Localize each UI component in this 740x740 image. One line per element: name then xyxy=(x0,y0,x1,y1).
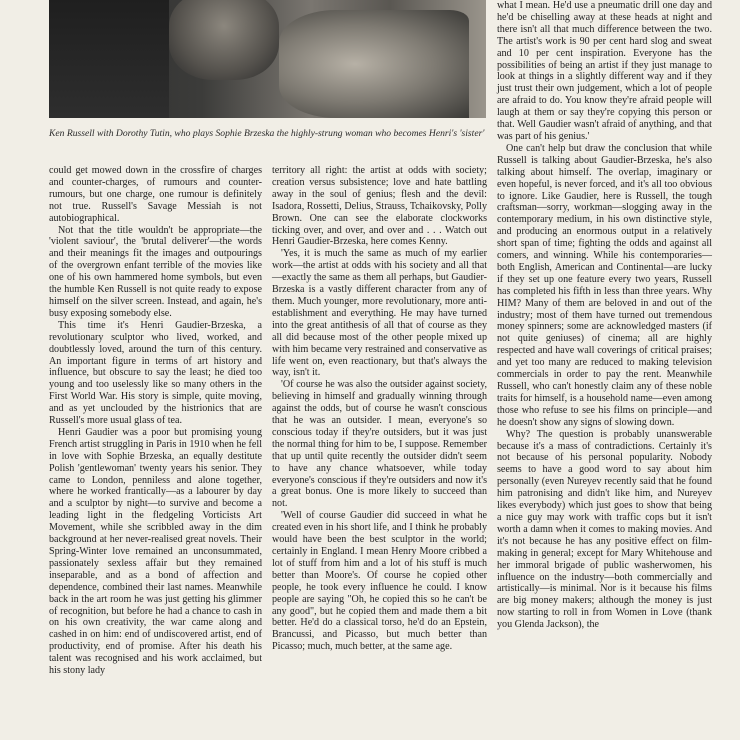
paragraph: One can't help but draw the conclusion that while Russell is talking about Gaudier-Brzeska, he's also talking about himself. The overlap, imaginary or even hopeful, is never forced, and it's all too obvious to ignore. Like Gaudier, here is Russell, the tough craftsman—sorry, workman—slogging away in the contemporary medium, in his own distinctive style, and producing an enormous output in a relatively short span of time; fighting the odds and against all comers, and winning. While his contemporaries—both English, American and Continental—are lucky if they set up one feature every two years, Russell has completed his fifth in less than three years. Why HIM? Many of them are beloved in and out of the industry; most of them have turned out tremendous money spinners; some are acknowledged masters (if not quite geniuses) of cinema; all are highly respected and have wall coverings of critical praises; and yet too many are reduced to making television commercials in order to pay the rent. Meanwhile Russell, who can't honestly claim any of these noble traits for himself, is a household name—even among those who refuse to see his films on principle—and he doesn't show any signs of slowing down. xyxy=(497,142,712,428)
photo-shadow-area xyxy=(49,0,169,118)
paragraph: This time it's Henri Gaudier-Brzeska, a revolutionary sculptor who lived, worked, and doubtlessly loved, around the turn of this century. An important figure in terms of art history and influence, but obscure to say the least; he died too young and too uselessly like so many others in the First World War. His story is simple, quite moving, and as yet unclouded by the histrionics that are Russell's more usual glass of tea. xyxy=(49,319,262,427)
paragraph: what I mean. He'd use a pneumatic drill one day and he'd be chiselling away at these heads at night and there isn't all that much difference between the two. The artist's work is 90 per cent hard slog and sweat and 10 per cent inspiration. Everyone has the possibilities of being an artist if they just manage to look at things in a slightly different way and if they just trust their own judgement, which a lot of people are afraid to do. You know they're afraid people will laugh at them or say they're copying this person or that. Well Gaudier wasn't afraid of anything, and that was part of his genius.' xyxy=(497,0,712,142)
article-column-3 xyxy=(497,0,712,631)
article-column-1 xyxy=(49,165,262,677)
paragraph: 'Well of course Gaudier did succeed in what he created even in his short life, and I think he probably would have been the best sculptor in the world; certainly in England. I mean Henry Moore cribbed a lot of stuff from him and a lot of his stuff is much better than Moore's. Of course he copied other people, he took every influence he could. I know people are saying "Oh, he copied this so he can't be any good", but he copied them and made them a bit better. He'd do a classical torso, he'd do an Epstein, Brancussi, and Picasso, but much better than Picasso; much, much better, at the same age. xyxy=(272,510,487,653)
photo-figure-left xyxy=(169,0,279,80)
paragraph: could get mowed down in the crossfire of charges and counter-charges, of rumours and counter-rumours, but one charge, one rumour is definitely not true. Russell's Savage Messiah is not autobiographical. xyxy=(49,165,262,224)
paragraph: Henri Gaudier was a poor but promising young French artist struggling in Paris in 1910 when he fell in love with Sophie Brzeska, an equally destitute Polish 'gentlewoman' twenty years his senior. They came to London, penniless and alone together, where he worked frantically—as a labourer by day and a sculptor by night—to survive and become a leading light in the fledgeling Vorticists Art Movement, while she scribbled away in the dim background at her never-realised great novels. Their Spring-Winter love remained an unconsummated, passionately sexless affair but they remained inseparable, and as a bond of affection and dependence, combined their last names. Meanwhile back in the art room he was just getting his glimmer of recognition, but before he had a chance to cash in on his own creativity, the war came along and cashed in on him: end of undiscovered artist, end of productivity, end of promise. After his death his talent was recognised and his work acclaimed, but his stony lady xyxy=(49,426,262,677)
paragraph: territory all right: the artist at odds with society; creation versus subsistence; love and hate battling away in the soul of genius; flesh and the devil: Isadora, Rossetti, Delius, Strauss, Tchaikovsky, Polly Brown. One can see the elaborate clockworks ticking over, and over, and over and . . . Watch out Henri Gaudier-Brzeska, here comes Kenny. xyxy=(272,165,487,248)
article-column-2 xyxy=(272,165,487,653)
paragraph: Why? The question is probably unanswerable because it's a mass of contradictions. Certainly it's not because of his personal popularity. Nobody seems to have a good word to say about him personally (even Nureyev recently said that he found him patronising and didn't like him, and Nureyev likes everybody) which just goes to show that being a nice guy may work with traffic cops but it isn't worth a damn when it comes to making movies. And it's not because he has any positive effect on film-making in general; except for Mary Whitehouse and her immoral brigade of public washerwomen, his influence on the industry—both commercially and artistically—is minimal. Nor is it because his films are big money makers; although the money is just now starting to roll in from Women in Love (thank you Glenda Jackson), the xyxy=(497,428,712,631)
photo-figure-right xyxy=(279,10,469,118)
paragraph: 'Of course he was also the outsider against society, believing in himself and gradually winning through against the odds, but of course he wasn't conscious that he was an outsider. I mean, everyone's so conscious today if they're outsiders, but it was just the normal thing for him to be, I suppose. Remember that up until quite recently the outsider didn't seem to have any chance whatsoever, while today everyone's conscious if they're outsiders and now it's a great bonus. One is more likely to succeed than not. xyxy=(272,379,487,510)
film-still-photo xyxy=(49,0,486,118)
paragraph: Not that the title wouldn't be appropriate—the 'violent saviour', the 'brutal deliverer'—the words and their meanings fit the images and outpourings of the overgrown enfant terrible of the movies like one of his own hammered home symbols, but even the humble Ken Russell is not quite ready to expose himself on the silver screen. Instead, and again, he's busy exposing somebody else. xyxy=(49,224,262,319)
photo-caption: Ken Russell with Dorothy Tutin, who plays Sophie Brzeska the highly-strung woman who becomes Henri's 'sister' xyxy=(49,128,485,139)
paragraph: 'Yes, it is much the same as much of my earlier work—the artist at odds with his society and all that—exactly the same as them all perhaps, but Gaudier-Brzeska is a vastly different character from any of them. Much younger, more revolutionary, more anti-establishment and everything. He may have turned into the great antithesis of all that of course as they all did because most of the other people mixed up with him became very restrained and conservative as life went on, even reactionary, but that's always the way, isn't it. xyxy=(272,248,487,379)
